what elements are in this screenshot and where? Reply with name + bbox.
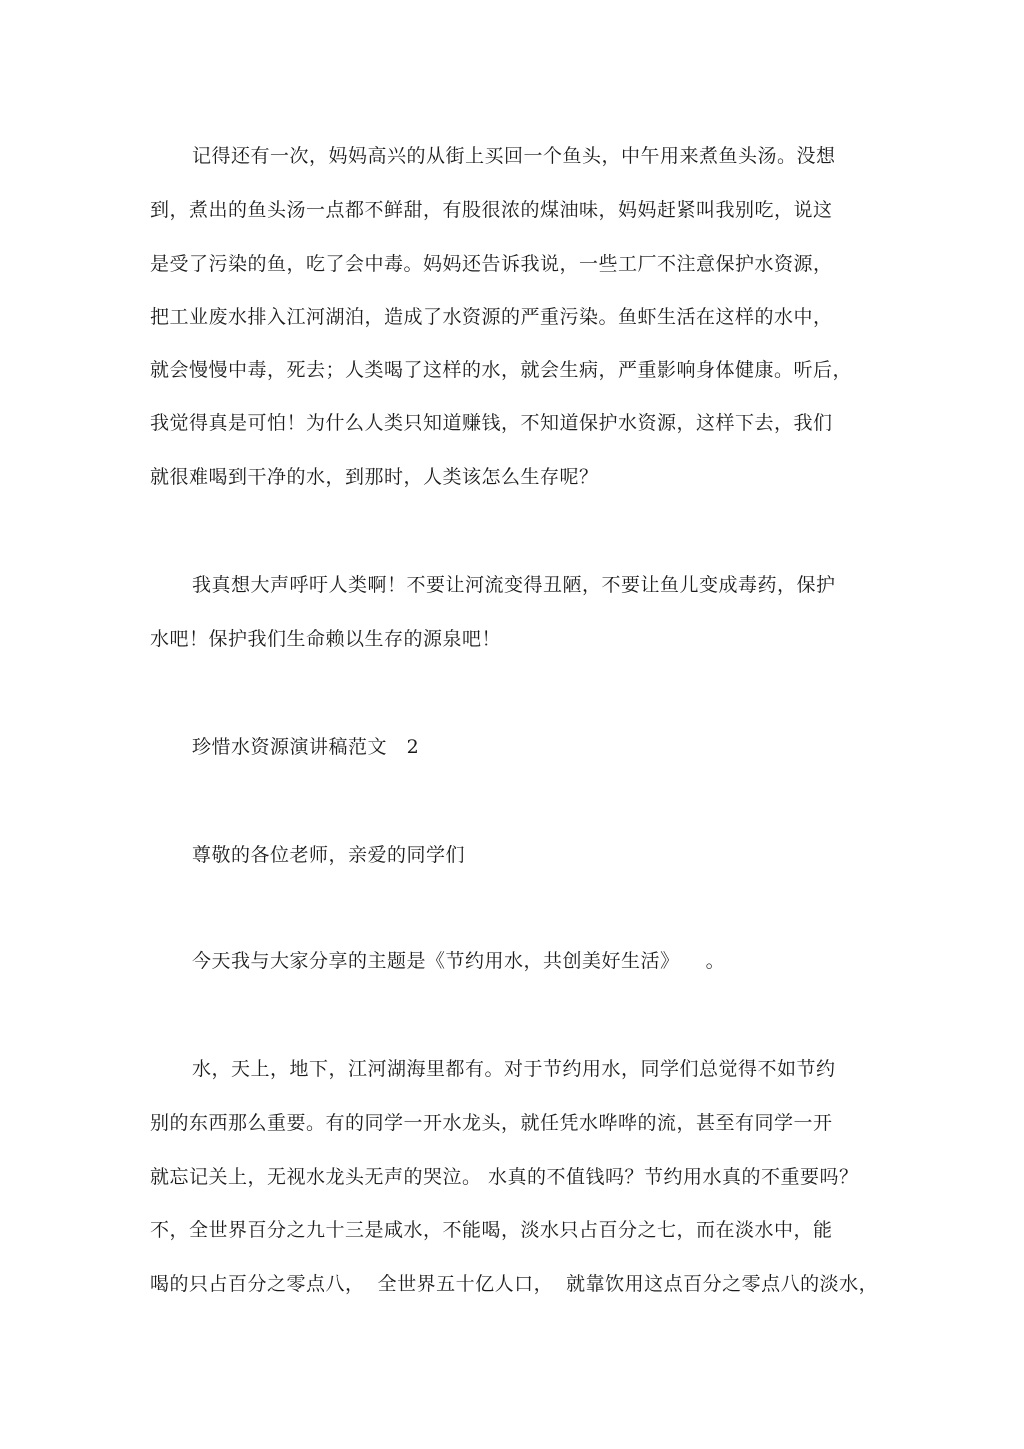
paragraph-3-line-3: 就忘记关上，无视水龙头无声的哭泣。 水真的不值钱吗？节约用水真的不重要吗？	[150, 1166, 859, 1188]
paragraph-1-line-7: 就很难喝到干净的水，到那时，人类该怎么生存呢？	[150, 466, 599, 488]
paragraph-1-line-2: 到，煮出的鱼头汤一点都不鲜甜，有股很浓的煤油味，妈妈赶紧叫我别吃，说这	[150, 199, 833, 221]
paragraph-1-line-6: 我觉得真是可怕！为什么人类只知道赚钱，不知道保护水资源，这样下去，我们	[150, 412, 833, 434]
paragraph-2-line-1: 我真想大声呼吁人类啊！不要让河流变得丑陋，不要让鱼儿变成毒药，保护	[192, 574, 836, 596]
paragraph-1-line-4: 把工业废水排入江河湖泊，造成了水资源的严重污染。鱼虾生活在这样的水中，	[150, 306, 833, 328]
greeting: 尊敬的各位老师，亲爱的同学们	[192, 844, 466, 866]
paragraph-3-line-5: 喝的只占百分之零点八， 全世界五十亿人口， 就靠饮用这点百分之零点八的淡水，	[150, 1273, 879, 1295]
paragraph-3-line-2: 别的东西那么重要。有的同学一开水龙头，就任凭水哗哗的流，甚至有同学一开	[150, 1112, 833, 1134]
paragraph-3-line-1: 水，天上，地下，江河湖海里都有。对于节约用水，同学们总觉得不如节约	[192, 1058, 836, 1080]
paragraph-1-line-1: 记得还有一次，妈妈高兴的从街上买回一个鱼头，中午用来煮鱼头汤。没想	[192, 145, 836, 167]
paragraph-1-line-3: 是受了污染的鱼，吃了会中毒。妈妈还告诉我说，一些工厂不注意保护水资源，	[150, 253, 833, 275]
paragraph-1-line-5: 就会慢慢中毒，死去；人类喝了这样的水，就会生病，严重影响身体健康。听后，	[150, 359, 853, 381]
paragraph-2-line-2: 水吧！保护我们生命赖以生存的源泉吧！	[150, 628, 502, 650]
section-heading: 珍惜水资源演讲稿范文 2	[192, 736, 420, 758]
topic-line: 今天我与大家分享的主题是《节约用水，共创美好生活》 。	[192, 950, 726, 972]
paragraph-3-line-4: 不，全世界百分之九十三是咸水，不能喝，淡水只占百分之七，而在淡水中，能	[150, 1219, 833, 1241]
